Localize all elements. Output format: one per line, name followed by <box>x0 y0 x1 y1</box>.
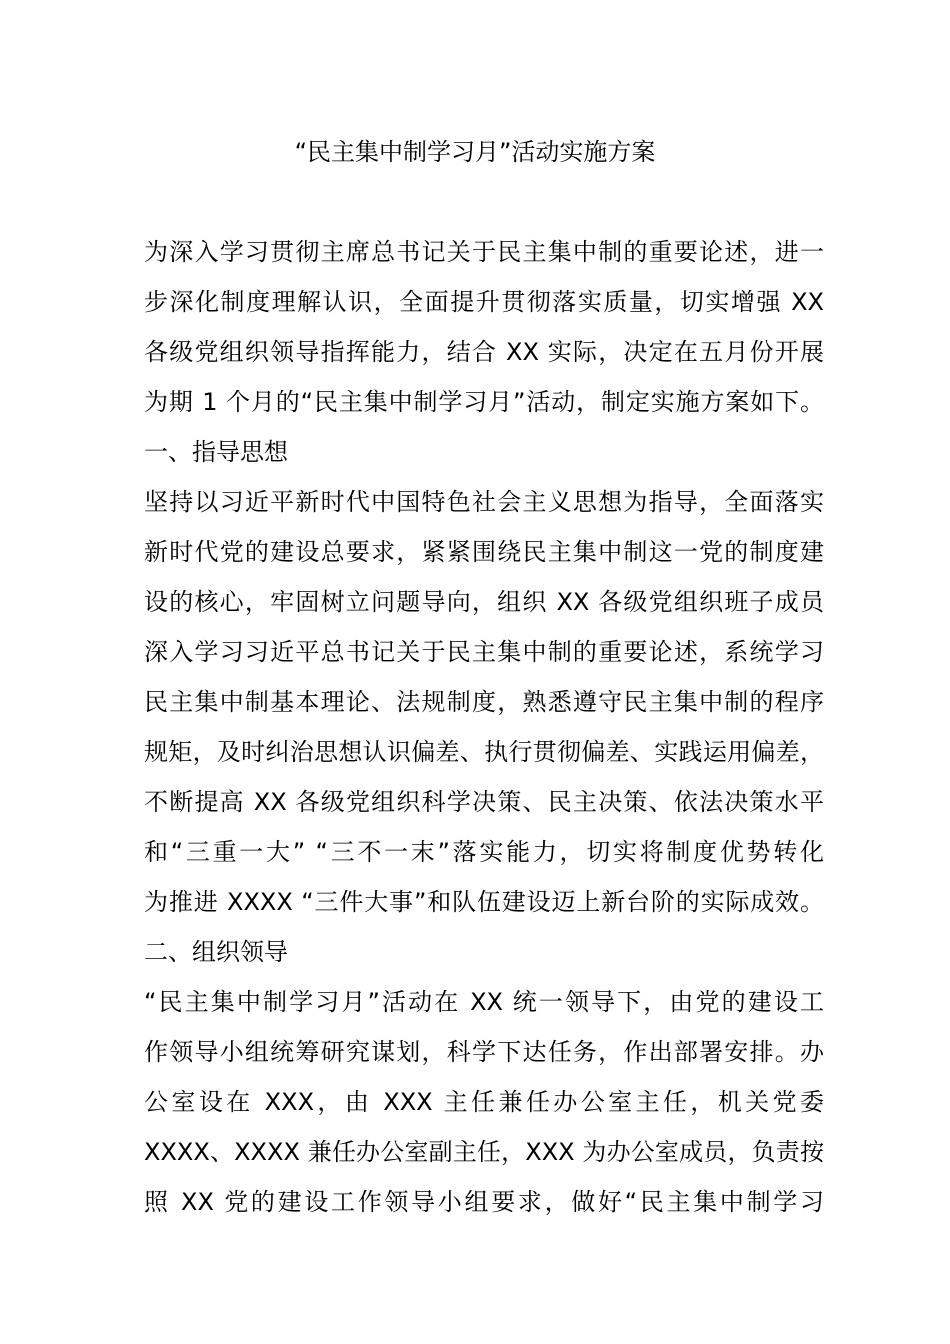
paragraph-line: 公室设在 XXX，由 XXX 主任兼任办公室主任，机关党委 <box>144 1088 824 1116</box>
paragraph-line: 照 XX 党的建设工作领导小组要求，做好“民主集中制学习 <box>144 1188 824 1216</box>
document-body <box>144 227 824 1227</box>
paragraph-line: 为推进 XXXX “三件大事”和队伍建设迈上新台阶的实际成效。 <box>144 888 824 916</box>
paragraph-line: 为期 1 个月的“民主集中制学习月”活动，制定实施方案如下。 <box>144 388 824 416</box>
paragraph-line: 新时代党的建设总要求，紧紧围绕民主集中制这一党的制度建 <box>144 538 824 566</box>
section-heading: 二、组织领导 <box>144 938 288 966</box>
paragraph-line: 步深化制度理解认识，全面提升贯彻落实质量，切实增强 XX <box>144 288 824 316</box>
paragraph-line: 各级党组织领导指挥能力，结合 XX 实际，决定在五月份开展 <box>144 338 824 366</box>
paragraph-line: “民主集中制学习月”活动在 XX 统一领导下，由党的建设工 <box>144 988 824 1016</box>
paragraph-line: 设的核心，牢固树立问题导向，组织 XX 各级党组织班子成员 <box>144 588 824 616</box>
paragraph-line: 和“三重一大” “三不一末”落实能力，切实将制度优势转化 <box>144 838 824 866</box>
paragraph-line: 深入学习习近平总书记关于民主集中制的重要论述，系统学习 <box>144 638 824 666</box>
paragraph-line: 规矩，及时纠治思想认识偏差、执行贯彻偏差、实践运用偏差， <box>144 738 824 766</box>
paragraph-line: 民主集中制基本理论、法规制度，熟悉遵守民主集中制的程序 <box>144 688 824 716</box>
section-heading: 一、指导思想 <box>144 438 288 466</box>
paragraph-line: 为深入学习贯彻主席总书记关于民主集中制的重要论述，进一 <box>144 238 824 266</box>
paragraph-line: XXXX、XXXX 兼任办公室副主任，XXX 为办公室成员，负责按 <box>144 1138 824 1166</box>
paragraph-line: 不断提高 XX 各级党组织科学决策、民主决策、依法决策水平 <box>144 788 824 816</box>
paragraph-line: 作领导小组统筹研究谋划，科学下达任务，作出部署安排。办 <box>144 1038 824 1066</box>
paragraph-line: 坚持以习近平新时代中国特色社会主义思想为指导，全面落实 <box>144 488 824 516</box>
document-title: “民主集中制学习月”活动实施方案 <box>294 138 656 166</box>
